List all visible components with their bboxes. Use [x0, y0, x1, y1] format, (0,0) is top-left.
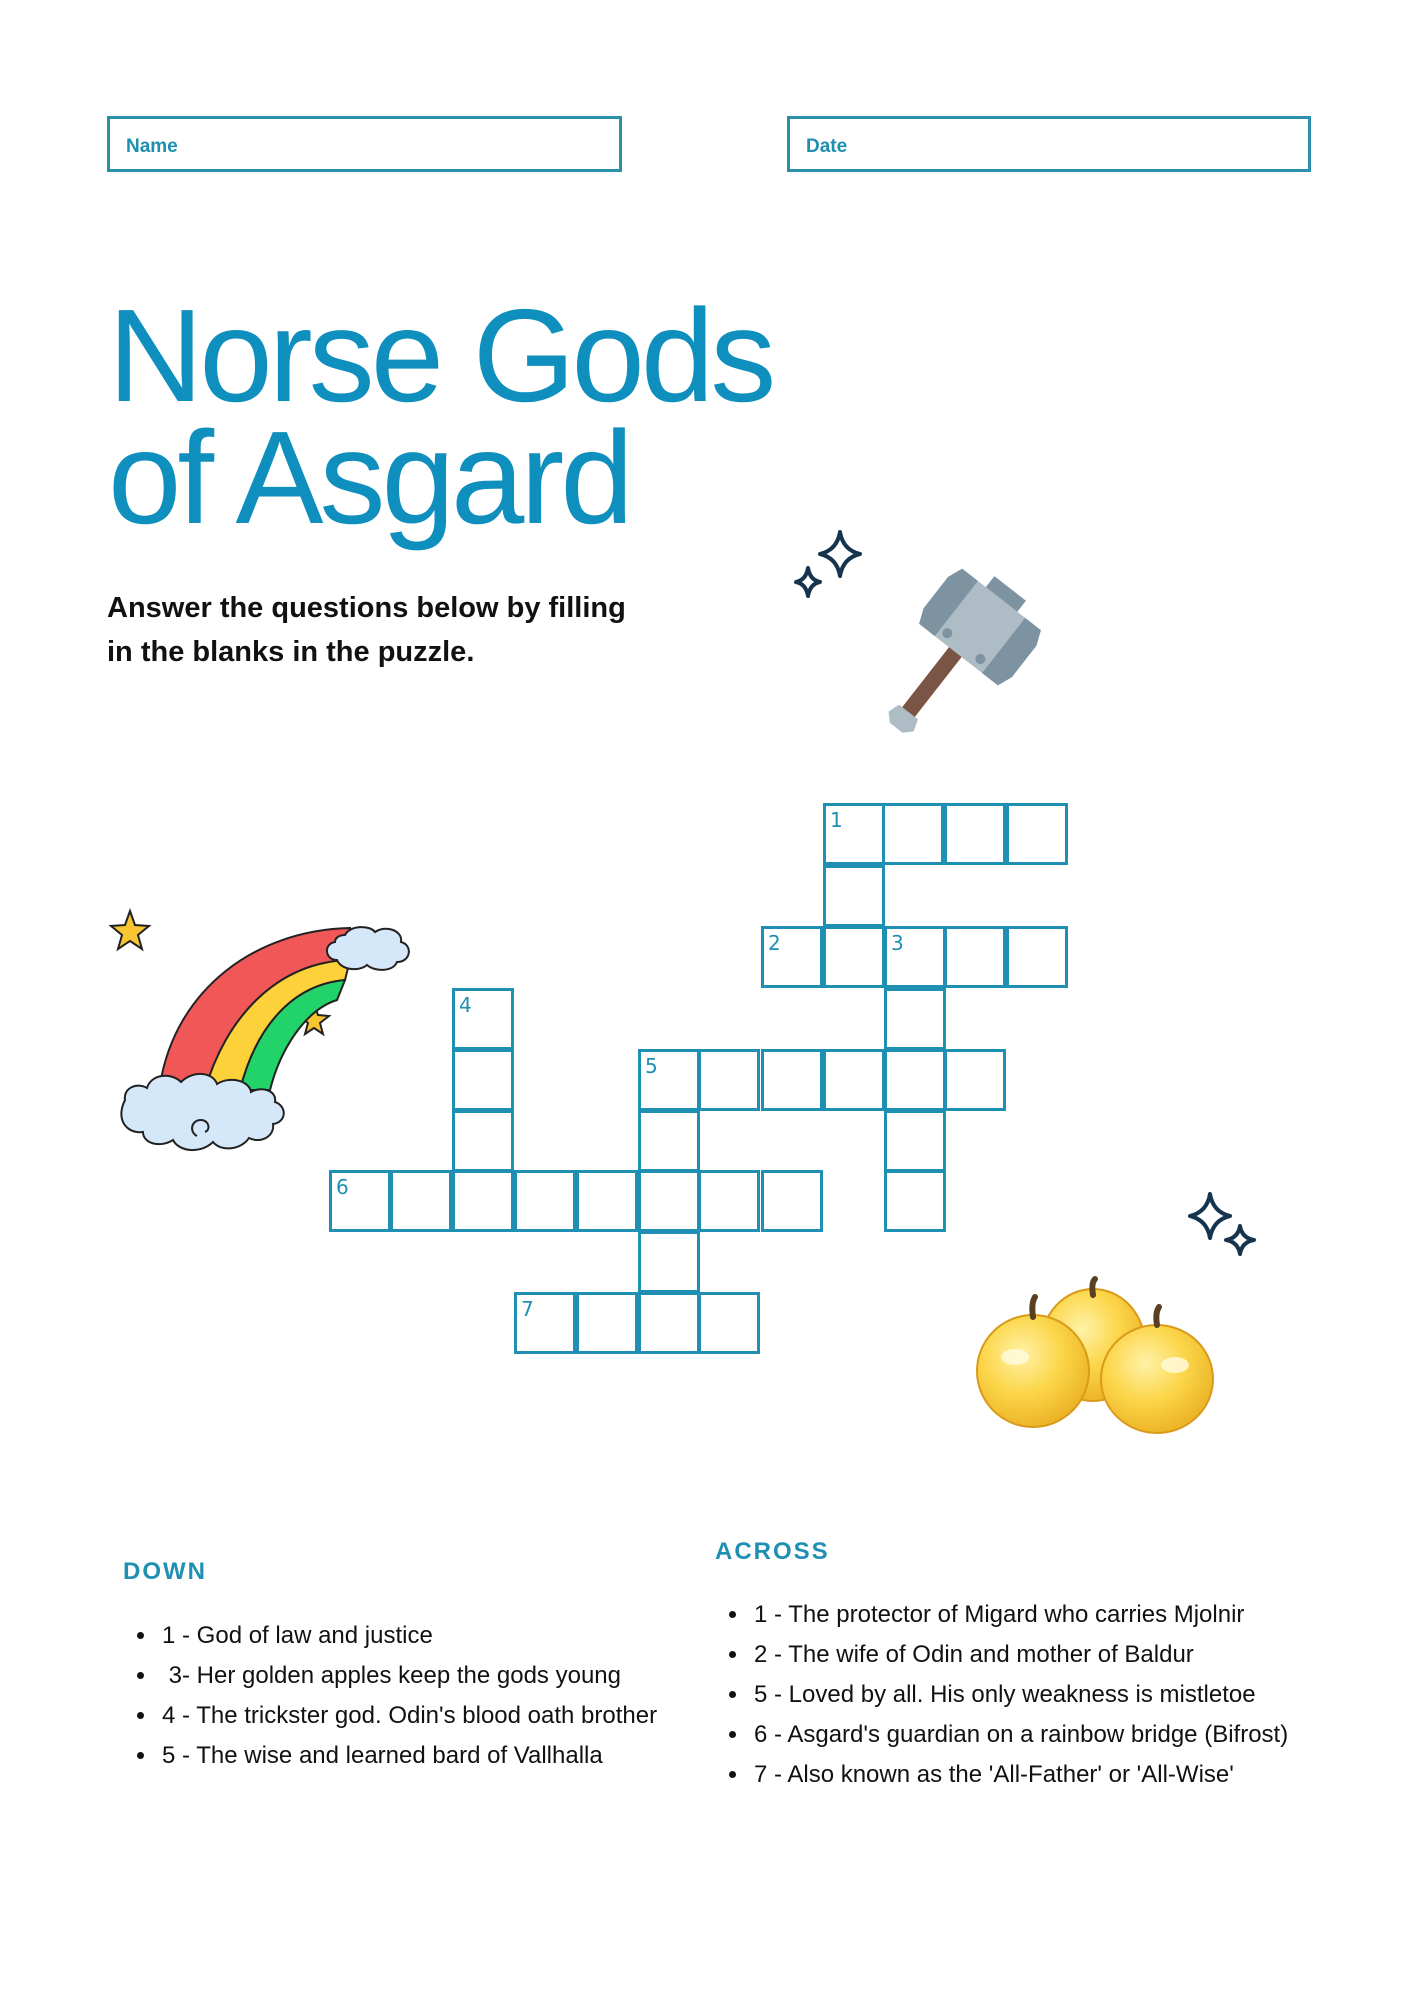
name-field[interactable] [107, 116, 622, 172]
crossword-cell[interactable] [884, 988, 946, 1050]
crossword-cell[interactable] [638, 1170, 700, 1232]
crossword-cell[interactable] [698, 1292, 760, 1354]
crossword-cell[interactable] [882, 803, 944, 865]
across-clue-list [722, 1595, 1288, 1795]
crossword-cell[interactable] [884, 1170, 946, 1232]
across-clue: • 2 - The wife of Odin and mother of Baldur [750, 1635, 1288, 1675]
date-field[interactable] [787, 116, 1311, 172]
crossword-cell[interactable] [761, 1049, 823, 1111]
crossword-cell[interactable] [944, 926, 1006, 988]
sparkles-icon [1182, 1190, 1264, 1270]
page-title [108, 282, 773, 551]
across-clue: • 7 - Also known as the 'All-Father' or 'All-Wise' [750, 1755, 1288, 1795]
crossword-cell[interactable] [1006, 803, 1068, 865]
down-heading: DOWN [123, 1558, 207, 1585]
crossword-cell[interactable] [576, 1170, 638, 1232]
crossword-cell[interactable] [638, 1110, 700, 1172]
rainbow-icon [105, 900, 415, 1160]
crossword-cell[interactable] [452, 1170, 514, 1232]
hammer-icon [840, 552, 1045, 757]
crossword-cell[interactable] [514, 1292, 576, 1354]
clue-number: 4 [459, 993, 472, 1017]
crossword-cell[interactable] [823, 1049, 885, 1111]
clue-number: 6 [336, 1175, 349, 1199]
crossword-cell[interactable] [452, 988, 514, 1050]
name-label: Name [126, 136, 178, 157]
clue-number: 3 [891, 931, 904, 955]
crossword-cell[interactable] [452, 1049, 514, 1111]
crossword-cell[interactable] [698, 1049, 760, 1111]
title-line-1: Norse Gods [108, 282, 773, 429]
crossword-cell[interactable] [944, 803, 1006, 865]
crossword-cell[interactable] [390, 1170, 452, 1232]
across-heading: ACROSS [715, 1538, 830, 1565]
down-clue: • 1 - God of law and justice [158, 1616, 657, 1656]
title-line-2: of Asgard [108, 404, 630, 551]
crossword-cell[interactable] [514, 1170, 576, 1232]
crossword-cell[interactable] [638, 1049, 700, 1111]
crossword-cell[interactable] [884, 1110, 946, 1172]
crossword-cell[interactable] [698, 1170, 760, 1232]
down-clue: • 3- Her golden apples keep the gods young [158, 1656, 657, 1696]
crossword-cell[interactable] [884, 926, 946, 988]
crossword-cell[interactable] [823, 926, 885, 988]
crossword-cell[interactable] [884, 1049, 946, 1111]
across-clue: • 1 - The protector of Migard who carries Mjolnir [750, 1595, 1288, 1635]
down-clue-list [130, 1616, 657, 1776]
across-clue: • 5 - Loved by all. His only weakness is mistletoe [750, 1675, 1288, 1715]
crossword-cell[interactable] [823, 803, 885, 865]
instructions [107, 586, 707, 674]
clue-number: 5 [645, 1054, 658, 1078]
clue-number: 1 [830, 808, 843, 832]
clue-number: 7 [521, 1297, 534, 1321]
crossword-cell[interactable] [1006, 926, 1068, 988]
crossword-cell[interactable] [638, 1292, 700, 1354]
crossword-cell[interactable] [452, 1110, 514, 1172]
instructions-line-1: Answer the questions below by filling [107, 592, 626, 624]
clue-number: 2 [768, 931, 781, 955]
crossword-cell[interactable] [638, 1231, 700, 1293]
crossword-cell[interactable] [761, 926, 823, 988]
down-clue: • 5 - The wise and learned bard of Vallhalla [158, 1736, 657, 1776]
date-label: Date [806, 136, 848, 157]
golden-apples-icon [975, 1275, 1225, 1435]
across-clue: • 6 - Asgard's guardian on a rainbow bridge (Bifrost) [750, 1715, 1288, 1755]
crossword-cell[interactable] [329, 1170, 391, 1232]
crossword-cell[interactable] [823, 865, 885, 927]
instructions-line-2: in the blanks in the puzzle. [107, 636, 475, 668]
down-clue: • 4 - The trickster god. Odin's blood oath brother [158, 1696, 657, 1736]
crossword-cell[interactable] [576, 1292, 638, 1354]
crossword-cell[interactable] [944, 1049, 1006, 1111]
crossword-cell[interactable] [761, 1170, 823, 1232]
